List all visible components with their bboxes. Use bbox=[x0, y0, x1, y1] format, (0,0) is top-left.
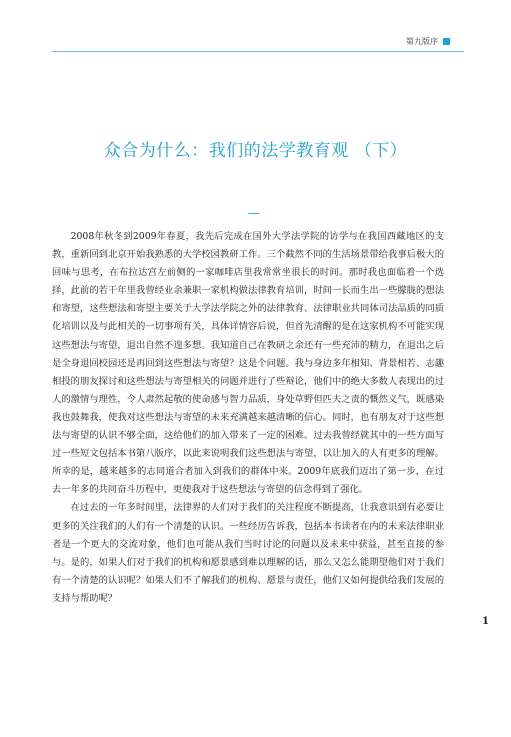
body-text bbox=[52, 228, 444, 608]
paragraph-2: 在过去的一年多时间里，法律界的人们对于我们的关注程度不断提高，让我意识到有必要让更多的关注我们的人们有一个清楚的认识。一些经历告诉我，包括本书读者在内的未来法律职业者是一个更大的交流对象，他们也可能从我们当时讨论的问题以及未来中获益，甚至直接的参与。是的，如果人们对于我们的机构和愿景感到难以理解的话，那么又怎么能期望他们对于我们有一个清楚的认识呢？如果人们不了解我们的机构、愿景与责任，他们又如何提供给我们发展的支持与帮助呢？ bbox=[52, 502, 444, 604]
edition-label: 第九版序 bbox=[406, 37, 438, 46]
paragraph-1: 2008年秋冬到2009年春夏，我先后完成在国外大学法学院的访学与在我国西藏地区的支教，重新回到北京开始我熟悉的大学校园教研工作。三个截然不同的生活场景带给我事后极大的回味与思考，在布拉达宫左前侧的一家咖啡店里我常常坐很长的时间。那时我也面临着一个选择，此前的若干年里我曾经业余兼职一家机构做法律教育培训，时间一长而生出一些朦胧的想法和寄望，这些想法和寄望主要关于大学法学院之外的法律教育、法律职业共同体司法品质的同质化培训以及与此相关的一切事项有关，具体详情容后说，但首先清醒的是在这家机构不可能实现这些想法与寄望，退出自然不遑多想。我知道自己在教研之余还有一些充沛的精力，在退出之后是全身退回校园还是再回到这些想法与寄望？这是个问题。我与身边多年相知、背景相若、志趣相投的朋友探讨和这些想法与寄望相关的问题并进行了些辩论，他们中的绝大多数人表现出的过人的激情与理性，令人肃然起敬的使命感与智力品质，身处草野但匹夫之责的慨然义气，既感染我也鼓舞我，使我对这些想法与寄望的未来充满越来越清晰的信心。同时，也有朋友对于这些想法与寄望的认识不够全面，这给他们的加入带来了一定的困难。过去我曾经就其中的一些方面写过一些短文包括本书第八版序，以此来说明我们这些想法与寄望，以让加入的人有更多的理解。所幸的是，越来越多的志同道合者加入到我们的群体中来。2009年底我们迈出了第一步，在过去一年多的共同奋斗历程中，更使我对于这些想法与寄望的信念得到了强化。 bbox=[52, 231, 444, 496]
page-number: 1 bbox=[482, 616, 489, 627]
section-number: — bbox=[248, 206, 260, 220]
header-square-icon bbox=[443, 38, 450, 45]
chapter-title: 众合为什么：我们的法学教育观 （下） bbox=[103, 141, 408, 161]
header-rule bbox=[52, 51, 464, 52]
running-header bbox=[406, 36, 450, 47]
